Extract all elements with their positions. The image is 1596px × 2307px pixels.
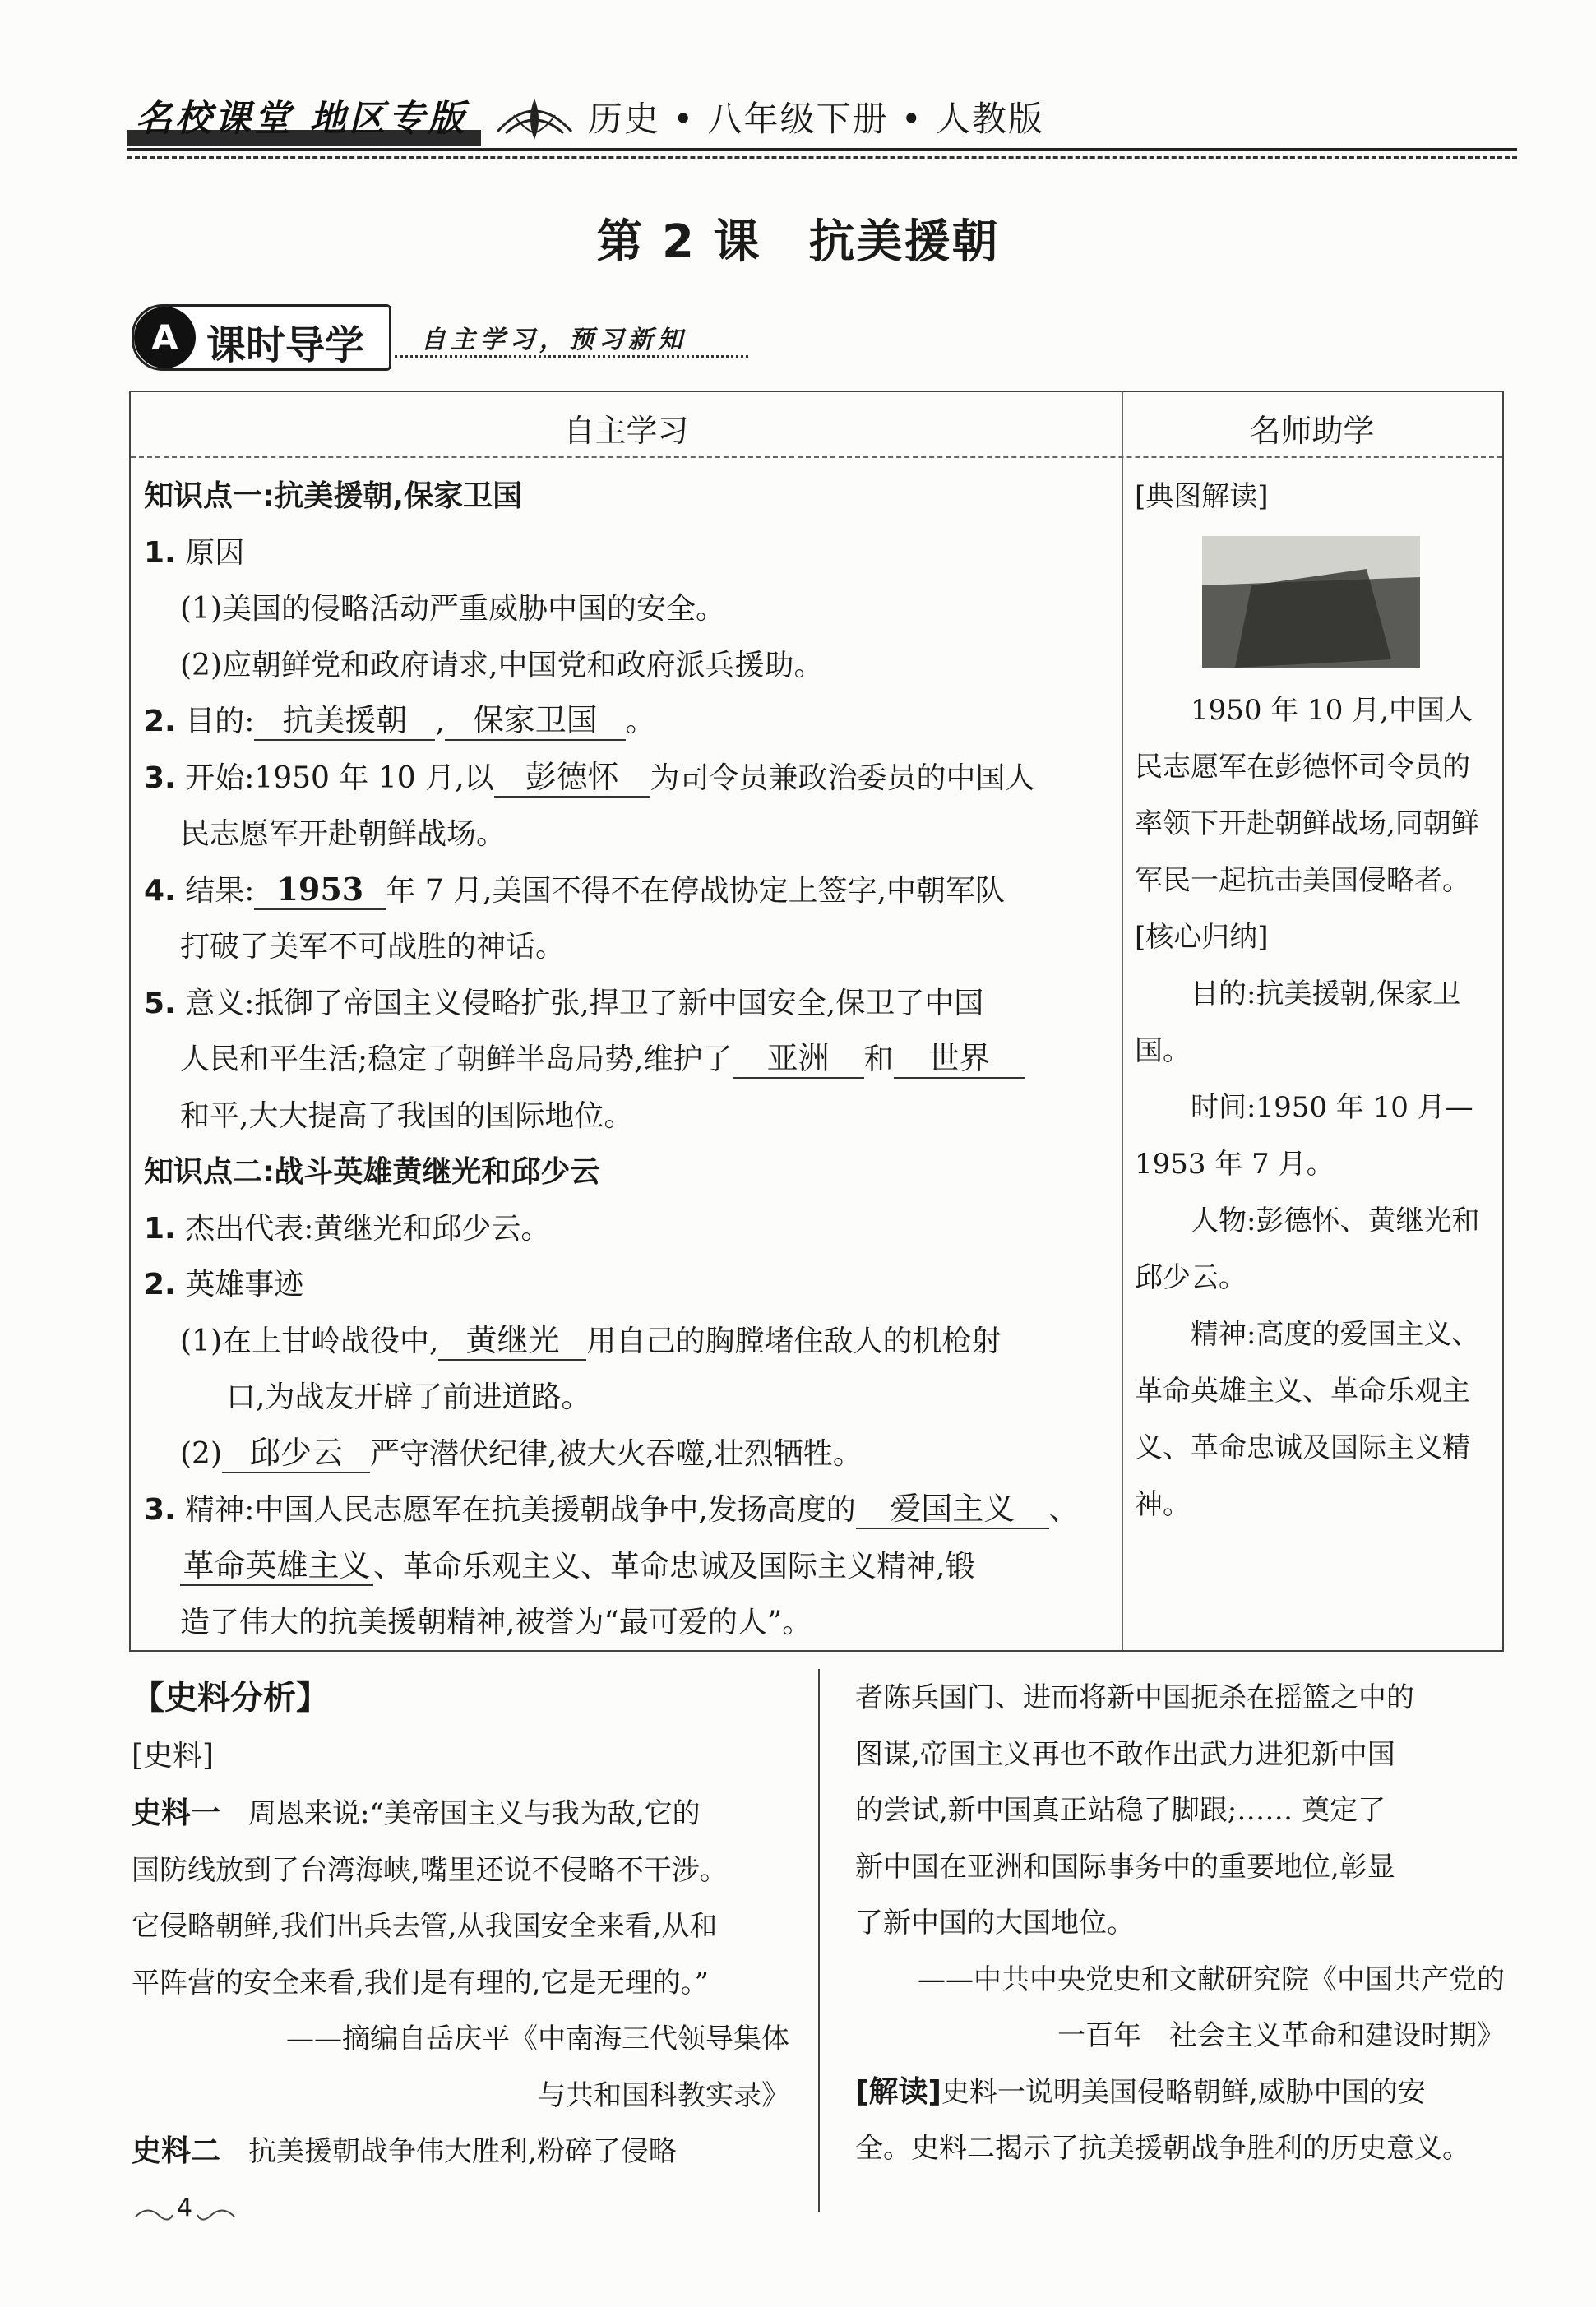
leaf-ornament-icon bbox=[489, 82, 580, 148]
material-1-line-2: 国防线放到了台湾海峡,嘴里还说不侵略不干涉。 bbox=[132, 1853, 728, 1887]
meaning-line-3: 和平,大大提高了我国的国际地位。 bbox=[180, 1098, 634, 1133]
material-2-line-6: 了新中国的大国地位。 bbox=[855, 1907, 1135, 1939]
summary-spirit: 精神:高度的爱国主义、革命英雄主义、革命乐观主义、革命忠诚及国际主义精神。 bbox=[1135, 1318, 1480, 1521]
deed-1-continued: 口,为战友开辟了前进道路。 bbox=[226, 1380, 591, 1414]
meaning-line-2: 人民和平生活;稳定了朝鲜半岛局势,维护了 亚洲 和 世界 bbox=[144, 1032, 1110, 1089]
material-1-line-4: 平阵营的安全来看,我们是有理的,它是无理的。” bbox=[132, 1966, 709, 2000]
answer-blank: 爱国主义 bbox=[856, 1490, 1049, 1529]
section-subtitle-rule bbox=[395, 355, 748, 358]
summary-time: 时间:1950 年 10 月—1953 年 7 月。 bbox=[1135, 1091, 1473, 1181]
brand-title: 名校课堂 地区专版 bbox=[136, 98, 468, 140]
column-divider-lower bbox=[818, 1669, 820, 2212]
material-2-line-3: 图谋,帝国主义再也不敢作出武力进犯新中国 bbox=[855, 1737, 1395, 1771]
answer-blank: 抗美援朝 bbox=[254, 701, 435, 741]
section-tag bbox=[132, 304, 391, 371]
self-study-header: 自主学习 bbox=[563, 413, 689, 449]
typical-image-tag: [典图解读] bbox=[1135, 480, 1269, 513]
material-1-line-3: 它侵略朝鲜,我们出兵去管,从我国安全来看,从和 bbox=[132, 1910, 718, 1944]
photo-caption: 1950 年 10 月,中国人民志愿军在彭德怀司令员的率领下开赴朝鲜战场,同朝鲜军民一起抗击美国侵略者。 bbox=[1135, 694, 1479, 897]
core-summary-tag: [核心归纳] bbox=[1135, 921, 1269, 954]
column-divider bbox=[1122, 392, 1123, 1650]
historical-analysis-right bbox=[855, 1669, 1505, 2176]
teacher-help-content bbox=[1135, 469, 1488, 525]
materials-tag: [史料] bbox=[132, 1738, 215, 1773]
deed-1: (1)在上甘岭战役中, 黄继光 用自己的胸膛堵住敌人的机枪射 bbox=[144, 1314, 1110, 1371]
volunteer-army-photo bbox=[1202, 536, 1420, 668]
answer-blank: 亚洲 bbox=[733, 1039, 864, 1079]
answer-blank: 世界 bbox=[894, 1039, 1025, 1079]
start-line: 3. 开始:1950 年 10 月,以 彭德怀 为司令员兼政治委员的中国人 bbox=[144, 751, 1110, 807]
deed-2: (2) 邱少云 严守潜伏纪律,被大火吞噬,壮烈牺牲。 bbox=[144, 1426, 1110, 1483]
cause-1: (1)美国的侵略活动严重威胁中国的安全。 bbox=[180, 592, 725, 626]
summary-purpose: 目的:抗美援朝,保家卫国。 bbox=[1135, 978, 1461, 1067]
knowledge-point-1-title: 知识点一:抗美援朝,保家卫国 bbox=[144, 479, 523, 513]
header-divider bbox=[131, 456, 1502, 458]
answer-blank: 邱少云 bbox=[222, 1434, 370, 1473]
material-1-line-1: 史料一 周恩来说:“美帝国主义与我为敌,它的 bbox=[132, 1796, 701, 1831]
header-rule bbox=[127, 148, 1517, 151]
meaning-line-1: 5. 意义:抵御了帝国主义侵略扩张,捍卫了新中国安全,保卫了中国 bbox=[144, 986, 984, 1020]
material-2-source-1: ——中共中央党史和文献研究院《中国共产党的 bbox=[918, 1963, 1505, 1996]
spirit-line: 3. 精神:中国人民志愿军在抗美援朝战争中,发扬高度的 爱国主义 、 bbox=[144, 1482, 1110, 1539]
answer-blank: 黄继光 bbox=[438, 1321, 586, 1361]
material-2-source-2: 一百年 社会主义革命和建设时期》 bbox=[1057, 2019, 1505, 2052]
section-name: 课时导学 bbox=[206, 322, 365, 368]
material-1-source-2: 与共和国科教实录》 bbox=[538, 2078, 789, 2112]
material-1-source-1: ——摘编自岳庆平《中南海三代领导集体 bbox=[286, 2023, 789, 2056]
material-2-line-5: 新中国在亚洲和国际事务中的重要地位,彰显 bbox=[855, 1850, 1395, 1884]
section-subtitle: 自主学习，预习新知 bbox=[421, 326, 687, 354]
purpose-line: 2. 目的: 抗美援朝 , 保家卫国 。 bbox=[144, 694, 1110, 751]
page-header bbox=[127, 82, 1517, 156]
teacher-help-lower bbox=[1135, 682, 1488, 1533]
start-continued: 民志愿军开赴朝鲜战场。 bbox=[180, 817, 507, 851]
interpretation-line-1: [解读]史料一说明美国侵略朝鲜,威胁中国的安 bbox=[855, 2074, 1426, 2109]
header-dashed-rule bbox=[127, 156, 1517, 159]
result-continued: 打破了美军不可战胜的神话。 bbox=[180, 930, 566, 964]
answer-blank: 1953 bbox=[254, 871, 386, 910]
self-study-content bbox=[144, 469, 1110, 1652]
page-number: 4 bbox=[177, 2194, 193, 2222]
material-2-line-1: 史料二 抗美援朝战争伟大胜利,粉碎了侵略 bbox=[132, 2134, 677, 2169]
material-2-line-2: 者陈兵国门、进而将新中国扼杀在摇篮之中的 bbox=[855, 1681, 1414, 1714]
result-line: 4. 结果: 1953 年 7 月,美国不得不在停战协定上签字,中朝军队 bbox=[144, 863, 1110, 920]
deeds-title: 2. 英雄事迹 bbox=[144, 1268, 304, 1301]
material-2-line-4: 的尝试,新中国真正站稳了脚跟;…… 奠定了 bbox=[855, 1794, 1386, 1827]
section-badge: A bbox=[134, 307, 196, 368]
historical-analysis-left bbox=[132, 1669, 789, 2180]
lesson-title: 第 2 课 抗美援朝 bbox=[596, 215, 1000, 269]
spirit-line-3: 造了伟大的抗美援朝精神,被誉为“最可爱的人”。 bbox=[180, 1606, 812, 1639]
answer-blank: 保家卫国 bbox=[445, 701, 626, 741]
representatives: 1. 杰出代表:黄继光和邱少云。 bbox=[144, 1211, 551, 1246]
subject-label: 历史 • 八年级下册 • 人教版 bbox=[588, 99, 1044, 139]
spirit-line-2: 革命英雄主义、革命乐观主义、革命忠诚及国际主义精神,锻 bbox=[144, 1539, 1110, 1596]
cause-2: (2)应朝鲜党和政府请求,中国党和政府派兵援助。 bbox=[180, 648, 824, 682]
summary-people: 人物:彭德怀、黄继光和邱少云。 bbox=[1135, 1204, 1480, 1294]
interpretation-line-2: 全。史料二揭示了抗美援朝战争胜利的历史意义。 bbox=[855, 2132, 1470, 2165]
knowledge-point-2-title: 知识点二:战斗英雄黄继光和邱少云 bbox=[144, 1155, 600, 1189]
cause-title: 1. 原因 bbox=[144, 535, 245, 570]
analysis-title: 【史料分析】 bbox=[132, 1679, 329, 1717]
teacher-help-header: 名师助学 bbox=[1249, 413, 1375, 449]
answer-blank: 革命英雄主义 bbox=[180, 1546, 373, 1586]
answer-blank: 彭德怀 bbox=[494, 758, 650, 798]
